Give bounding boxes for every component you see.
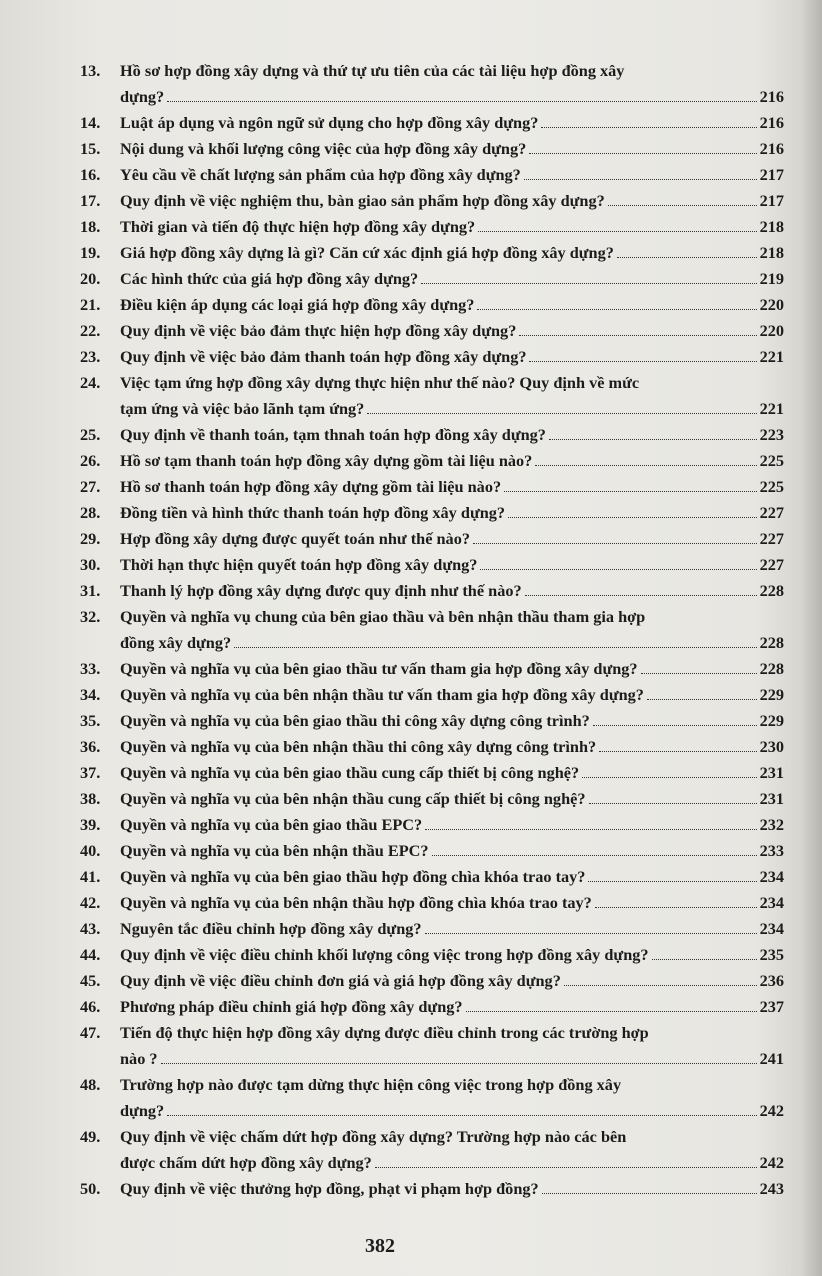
toc-entry-body xyxy=(120,760,784,786)
toc-entry-line xyxy=(120,240,784,266)
toc-entry-number: 41. xyxy=(80,867,101,886)
toc-entry-title: Nội dung và khối lượng công việc của hợp đồng xây dựng? xyxy=(120,139,527,158)
toc-entry-title: Quyền và nghĩa vụ của bên giao thầu thi công xây dựng công trình? xyxy=(120,711,590,730)
toc-entry-page-number: 218 xyxy=(759,217,784,236)
toc-entry-page-number: 233 xyxy=(759,841,784,860)
toc-entry-number: 21. xyxy=(80,295,101,314)
dot-leader xyxy=(525,595,757,596)
toc-entry-title: Quy định về việc bảo đảm thực hiện hợp đồng xây dựng? xyxy=(120,321,517,340)
toc-entry-page-number: 228 xyxy=(759,581,784,600)
dot-leader xyxy=(589,803,757,804)
toc-entry-title: Hợp đồng xây dựng được quyết toán như thế nào? xyxy=(120,529,470,548)
toc-entry-page-number: 223 xyxy=(759,425,784,444)
toc-entry-number: 22. xyxy=(80,321,101,340)
toc-entry-page-number: 220 xyxy=(759,321,784,340)
toc-entry-line xyxy=(120,552,784,578)
toc-entry-page-number: 221 xyxy=(759,347,784,366)
toc-entry-title: Giá hợp đồng xây dựng là gì? Căn cứ xác định giá hợp đồng xây dựng? xyxy=(120,243,614,262)
toc-entry-title: Các hình thức của giá hợp đồng xây dựng? xyxy=(120,269,419,288)
toc-entry xyxy=(80,1124,784,1176)
toc-entry xyxy=(80,1176,784,1202)
toc-entry-title: Quy định về việc bảo đảm thanh toán hợp đồng xây dựng? xyxy=(120,347,527,366)
toc-entry-number: 20. xyxy=(80,269,101,288)
toc-entry xyxy=(80,422,784,448)
toc-entry-body xyxy=(120,838,784,864)
toc-entry-title-first-line: Tiến độ thực hiện hợp đồng xây dựng được điều chỉnh trong các trường hợp xyxy=(120,1023,649,1042)
toc-entry-number: 39. xyxy=(80,815,101,834)
toc-entry-body xyxy=(120,890,784,916)
toc-entry-title: đồng xây dựng? xyxy=(120,633,232,652)
toc-entry-page-number: 234 xyxy=(759,867,784,886)
toc-entry-line xyxy=(120,812,784,838)
toc-entry xyxy=(80,162,784,188)
dot-leader xyxy=(529,153,756,154)
toc-entry-title: Quyền và nghĩa vụ của bên nhận thầu tư vấn tham gia hợp đồng xây dựng? xyxy=(120,685,644,704)
toc-entry-page-number: 220 xyxy=(759,295,784,314)
toc-entry xyxy=(80,188,784,214)
toc-entry-title: Hồ sơ tạm thanh toán hợp đồng xây dựng gồm tài liệu nào? xyxy=(120,451,533,470)
toc-entry xyxy=(80,552,784,578)
toc-entry-line xyxy=(120,786,784,812)
toc-entry xyxy=(80,968,784,994)
dot-leader xyxy=(617,257,757,258)
toc-entry xyxy=(80,370,784,422)
toc-entry-number: 43. xyxy=(80,919,101,938)
toc-entry-title: nào ? xyxy=(120,1049,158,1068)
dot-leader xyxy=(541,127,756,128)
toc-entry-body xyxy=(120,604,784,656)
toc-entry-body xyxy=(120,422,784,448)
toc-entry-page-number: 221 xyxy=(759,399,784,418)
toc-entry-page-number: 234 xyxy=(759,893,784,912)
toc-entry-page-number: 227 xyxy=(759,529,784,548)
toc-entry-body xyxy=(120,318,784,344)
toc-entry-title: Quyền và nghĩa vụ của bên nhận thầu hợp đồng chìa khóa trao tay? xyxy=(120,893,592,912)
toc-entry-line xyxy=(120,1150,784,1176)
toc-entry xyxy=(80,760,784,786)
toc-entry-page-number: 225 xyxy=(759,477,784,496)
toc-entry-body xyxy=(120,968,784,994)
dot-leader xyxy=(564,985,757,986)
toc-entry-number: 31. xyxy=(80,581,101,600)
dot-leader xyxy=(477,309,756,310)
toc-entry-number: 49. xyxy=(80,1127,101,1146)
toc-entry-line xyxy=(120,760,784,786)
table-of-contents xyxy=(80,58,784,1202)
toc-entry-title: được chấm dứt hợp đồng xây dựng? xyxy=(120,1153,372,1172)
toc-entry-number: 44. xyxy=(80,945,101,964)
toc-entry-number: 19. xyxy=(80,243,101,262)
toc-entry-title-first-line: Việc tạm ứng hợp đồng xây dựng thực hiện như thế nào? Quy định về mức xyxy=(120,373,640,392)
dot-leader xyxy=(167,1115,756,1116)
toc-entry-line xyxy=(120,110,784,136)
toc-entry xyxy=(80,214,784,240)
toc-entry xyxy=(80,292,784,318)
toc-entry-page-number: 216 xyxy=(759,113,784,132)
toc-entry-line xyxy=(120,500,784,526)
toc-entry-body xyxy=(120,994,784,1020)
toc-entry-number: 23. xyxy=(80,347,101,366)
toc-entry-line xyxy=(120,942,784,968)
toc-entry-body xyxy=(120,734,784,760)
toc-entry xyxy=(80,708,784,734)
toc-entry xyxy=(80,500,784,526)
toc-entry-body xyxy=(120,786,784,812)
toc-entry xyxy=(80,994,784,1020)
dot-leader xyxy=(608,205,757,206)
dot-leader xyxy=(421,283,756,284)
toc-entry-line xyxy=(120,344,784,370)
toc-entry-number: 37. xyxy=(80,763,101,782)
toc-entry-number: 38. xyxy=(80,789,101,808)
toc-entry xyxy=(80,682,784,708)
toc-entry-page-number: 232 xyxy=(759,815,784,834)
toc-entry-title: Điều kiện áp dụng các loại giá hợp đồng xây dựng? xyxy=(120,295,475,314)
toc-entry-number: 32. xyxy=(80,607,101,626)
toc-entry-title: Quy định về việc thưởng hợp đồng, phạt vi phạm hợp đồng? xyxy=(120,1179,539,1198)
toc-entry xyxy=(80,474,784,500)
toc-entry-page-number: 231 xyxy=(759,789,784,808)
toc-entry xyxy=(80,786,784,812)
toc-entry-body xyxy=(120,58,784,110)
toc-entry-body xyxy=(120,344,784,370)
toc-entry-line xyxy=(120,318,784,344)
toc-entry-title: Quyền và nghĩa vụ của bên giao thầu EPC? xyxy=(120,815,423,834)
dot-leader xyxy=(504,491,756,492)
toc-entry-body xyxy=(120,682,784,708)
toc-entry xyxy=(80,890,784,916)
toc-entry-body xyxy=(120,656,784,682)
toc-entry-page-number: 228 xyxy=(759,659,784,678)
toc-entry xyxy=(80,604,784,656)
toc-entry-number: 17. xyxy=(80,191,101,210)
toc-entry-body xyxy=(120,708,784,734)
toc-entry-title: Luật áp dụng và ngôn ngữ sử dụng cho hợp đồng xây dựng? xyxy=(120,113,539,132)
toc-entry-line xyxy=(120,916,784,942)
toc-entry-body xyxy=(120,578,784,604)
toc-entry-title: tạm ứng và việc bảo lãnh tạm ứng? xyxy=(120,399,365,418)
toc-entry-line xyxy=(120,1176,784,1202)
dot-leader xyxy=(167,101,756,102)
toc-entry-number: 40. xyxy=(80,841,101,860)
toc-entry-body xyxy=(120,448,784,474)
toc-entry-title: Quy định về thanh toán, tạm thnah toán hợp đồng xây dựng? xyxy=(120,425,546,444)
dot-leader xyxy=(425,829,756,830)
toc-entry-number: 29. xyxy=(80,529,101,548)
toc-entry-title: Quyền và nghĩa vụ của bên giao thầu hợp đồng chìa khóa trao tay? xyxy=(120,867,586,886)
toc-entry-page-number: 217 xyxy=(759,165,784,184)
toc-entry-line xyxy=(120,1098,784,1124)
toc-entry-number: 27. xyxy=(80,477,101,496)
toc-entry-page-number: 234 xyxy=(759,919,784,938)
toc-entry xyxy=(80,344,784,370)
toc-entry-line xyxy=(120,84,784,110)
toc-entry-page-number: 229 xyxy=(759,685,784,704)
toc-entry xyxy=(80,812,784,838)
toc-entry-number: 24. xyxy=(80,373,101,392)
toc-entry-number: 18. xyxy=(80,217,101,236)
dot-leader xyxy=(478,231,756,232)
toc-entry-number: 16. xyxy=(80,165,101,184)
toc-entry-page-number: 237 xyxy=(759,997,784,1016)
dot-leader xyxy=(432,855,757,856)
toc-entry-line xyxy=(120,526,784,552)
toc-entry-body xyxy=(120,552,784,578)
toc-entry-body xyxy=(120,1176,784,1202)
toc-entry-number: 47. xyxy=(80,1023,101,1042)
toc-entry xyxy=(80,318,784,344)
toc-entry-line xyxy=(120,890,784,916)
toc-entry-number: 13. xyxy=(80,61,101,80)
toc-entry-page-number: 216 xyxy=(759,87,784,106)
toc-entry-title-first-line: Quy định về việc chấm dứt hợp đồng xây dựng? Trường hợp nào các bên xyxy=(120,1127,627,1146)
dot-leader xyxy=(588,881,756,882)
toc-entry-body xyxy=(120,188,784,214)
toc-entry-body xyxy=(120,812,784,838)
toc-entry-title: Quyền và nghĩa vụ của bên giao thầu tư vấn tham gia hợp đồng xây dựng? xyxy=(120,659,638,678)
toc-entry-line xyxy=(120,708,784,734)
page-edge-shadow xyxy=(800,0,822,1276)
toc-entry xyxy=(80,864,784,890)
toc-entry-title: Đồng tiền và hình thức thanh toán hợp đồng xây dựng? xyxy=(120,503,506,522)
toc-entry-page-number: 225 xyxy=(759,451,784,470)
toc-entry-line xyxy=(120,838,784,864)
toc-entry-page-number: 219 xyxy=(759,269,784,288)
toc-entry xyxy=(80,916,784,942)
toc-entry-title: Quyền và nghĩa vụ của bên nhận thầu cung cấp thiết bị công nghệ? xyxy=(120,789,586,808)
toc-entry-body xyxy=(120,162,784,188)
dot-leader xyxy=(161,1063,757,1064)
dot-leader xyxy=(593,725,757,726)
toc-entry-line xyxy=(120,682,784,708)
toc-entry-line xyxy=(120,656,784,682)
toc-entry-title: Quyền và nghĩa vụ của bên giao thầu cung cấp thiết bị công nghệ? xyxy=(120,763,580,782)
toc-entry-page-number: 242 xyxy=(759,1101,784,1120)
toc-entry-line xyxy=(120,968,784,994)
dot-leader xyxy=(367,413,756,414)
toc-entry-body xyxy=(120,292,784,318)
dot-leader xyxy=(641,673,757,674)
toc-entry-line xyxy=(120,292,784,318)
dot-leader xyxy=(234,647,756,648)
toc-entry-line xyxy=(120,266,784,292)
dot-leader xyxy=(508,517,757,518)
toc-entry xyxy=(80,136,784,162)
dot-leader xyxy=(542,1193,757,1194)
toc-entry-body xyxy=(120,110,784,136)
dot-leader xyxy=(535,465,756,466)
toc-entry-number: 15. xyxy=(80,139,101,158)
toc-entry-number: 45. xyxy=(80,971,101,990)
toc-entry xyxy=(80,58,784,110)
toc-entry-body xyxy=(120,1124,784,1176)
toc-entry-page-number: 231 xyxy=(759,763,784,782)
toc-entry-body xyxy=(120,864,784,890)
page-number: 382 xyxy=(365,1235,395,1257)
dot-leader xyxy=(549,439,757,440)
dot-leader xyxy=(599,751,756,752)
dot-leader xyxy=(582,777,756,778)
toc-entry-line xyxy=(120,578,784,604)
toc-entry-number: 36. xyxy=(80,737,101,756)
toc-entry-number: 30. xyxy=(80,555,101,574)
toc-entry-title: Hồ sơ thanh toán hợp đồng xây dựng gồm tài liệu nào? xyxy=(120,477,502,496)
toc-entry-number: 28. xyxy=(80,503,101,522)
dot-leader xyxy=(595,907,757,908)
dot-leader xyxy=(647,699,757,700)
toc-entry xyxy=(80,266,784,292)
toc-entry-title: Yêu cầu về chất lượng sản phẩm của hợp đồng xây dựng? xyxy=(120,165,521,184)
toc-entry-number: 33. xyxy=(80,659,101,678)
toc-entry-line xyxy=(120,630,784,656)
toc-entry xyxy=(80,1020,784,1072)
toc-entry-line xyxy=(120,396,784,422)
toc-entry xyxy=(80,734,784,760)
toc-entry-number: 48. xyxy=(80,1075,101,1094)
toc-entry-body xyxy=(120,240,784,266)
dot-leader xyxy=(466,1011,757,1012)
toc-entry-title-first-line: Trường hợp nào được tạm dừng thực hiện công việc trong hợp đồng xây xyxy=(120,1075,622,1094)
toc-entry-title: dựng? xyxy=(120,1101,165,1120)
toc-entry-page-number: 216 xyxy=(759,139,784,158)
toc-entry xyxy=(80,448,784,474)
toc-entry-page-number: 230 xyxy=(759,737,784,756)
dot-leader xyxy=(375,1167,757,1168)
toc-entry-body xyxy=(120,942,784,968)
toc-entry-body xyxy=(120,500,784,526)
toc-entry-body xyxy=(120,526,784,552)
dot-leader xyxy=(519,335,756,336)
toc-entry-page-number: 243 xyxy=(759,1179,784,1198)
toc-entry-title: Quy định về việc điều chỉnh khối lượng công việc trong hợp đồng xây dựng? xyxy=(120,945,649,964)
toc-entry-body xyxy=(120,916,784,942)
toc-entry-number: 26. xyxy=(80,451,101,470)
toc-entry xyxy=(80,942,784,968)
dot-leader xyxy=(425,933,757,934)
toc-entry-page-number: 228 xyxy=(759,633,784,652)
toc-entry xyxy=(80,1072,784,1124)
toc-entry-number: 25. xyxy=(80,425,101,444)
toc-entry-line xyxy=(120,136,784,162)
toc-entry-page-number: 229 xyxy=(759,711,784,730)
toc-entry-page-number: 235 xyxy=(759,945,784,964)
toc-entry-body xyxy=(120,1020,784,1072)
toc-entry-title-first-line: Hồ sơ hợp đồng xây dựng và thứ tự ưu tiên của các tài liệu hợp đồng xây xyxy=(120,61,625,80)
toc-entry-number: 50. xyxy=(80,1179,101,1198)
dot-leader xyxy=(524,179,757,180)
toc-entry-line xyxy=(120,1046,784,1072)
toc-entry-number: 42. xyxy=(80,893,101,912)
toc-entry-line xyxy=(120,994,784,1020)
toc-entry-body xyxy=(120,214,784,240)
toc-entry-page-number: 227 xyxy=(759,555,784,574)
toc-entry xyxy=(80,838,784,864)
toc-entry-title: dựng? xyxy=(120,87,165,106)
toc-entry-page-number: 241 xyxy=(759,1049,784,1068)
toc-entry-page-number: 227 xyxy=(759,503,784,522)
toc-entry-page-number: 218 xyxy=(759,243,784,262)
toc-entry-line xyxy=(120,448,784,474)
toc-entry-number: 35. xyxy=(80,711,101,730)
toc-entry-line xyxy=(120,214,784,240)
toc-entry-title: Quyền và nghĩa vụ của bên nhận thầu EPC? xyxy=(120,841,429,860)
toc-entry xyxy=(80,110,784,136)
toc-entry xyxy=(80,656,784,682)
toc-entry-title: Nguyên tắc điều chỉnh hợp đồng xây dựng? xyxy=(120,919,422,938)
toc-entry-title: Thời hạn thực hiện quyết toán hợp đồng xây dựng? xyxy=(120,555,478,574)
dot-leader xyxy=(652,959,757,960)
toc-entry-title: Phương pháp điều chỉnh giá hợp đồng xây dựng? xyxy=(120,997,463,1016)
toc-entry-number: 34. xyxy=(80,685,101,704)
dot-leader xyxy=(480,569,756,570)
toc-entry-number: 46. xyxy=(80,997,101,1016)
toc-entry-body xyxy=(120,370,784,422)
dot-leader xyxy=(529,361,756,362)
toc-entry-page-number: 217 xyxy=(759,191,784,210)
toc-entry-line xyxy=(120,474,784,500)
toc-entry-title: Thời gian và tiến độ thực hiện hợp đồng xây dựng? xyxy=(120,217,476,236)
toc-entry-line xyxy=(120,734,784,760)
toc-entry-line xyxy=(120,188,784,214)
toc-entry-line xyxy=(120,422,784,448)
toc-entry-number: 14. xyxy=(80,113,101,132)
toc-entry-title: Quyền và nghĩa vụ của bên nhận thầu thi công xây dựng công trình? xyxy=(120,737,597,756)
toc-entry xyxy=(80,578,784,604)
toc-entry-page-number: 236 xyxy=(759,971,784,990)
toc-entry xyxy=(80,526,784,552)
toc-entry-body xyxy=(120,136,784,162)
toc-entry-body xyxy=(120,474,784,500)
toc-entry xyxy=(80,240,784,266)
toc-entry-body xyxy=(120,266,784,292)
toc-entry-line xyxy=(120,864,784,890)
toc-entry-line xyxy=(120,162,784,188)
toc-entry-body xyxy=(120,1072,784,1124)
toc-entry-title-first-line: Quyền và nghĩa vụ chung của bên giao thầu và bên nhận thầu tham gia hợp xyxy=(120,607,646,626)
toc-entry-title: Quy định về việc điều chỉnh đơn giá và giá hợp đồng xây dựng? xyxy=(120,971,561,990)
toc-entry-title: Thanh lý hợp đồng xây dựng được quy định như thế nào? xyxy=(120,581,522,600)
toc-entry-title: Quy định về việc nghiệm thu, bàn giao sản phẩm hợp đồng xây dựng? xyxy=(120,191,605,210)
toc-entry-page-number: 242 xyxy=(759,1153,784,1172)
dot-leader xyxy=(473,543,757,544)
